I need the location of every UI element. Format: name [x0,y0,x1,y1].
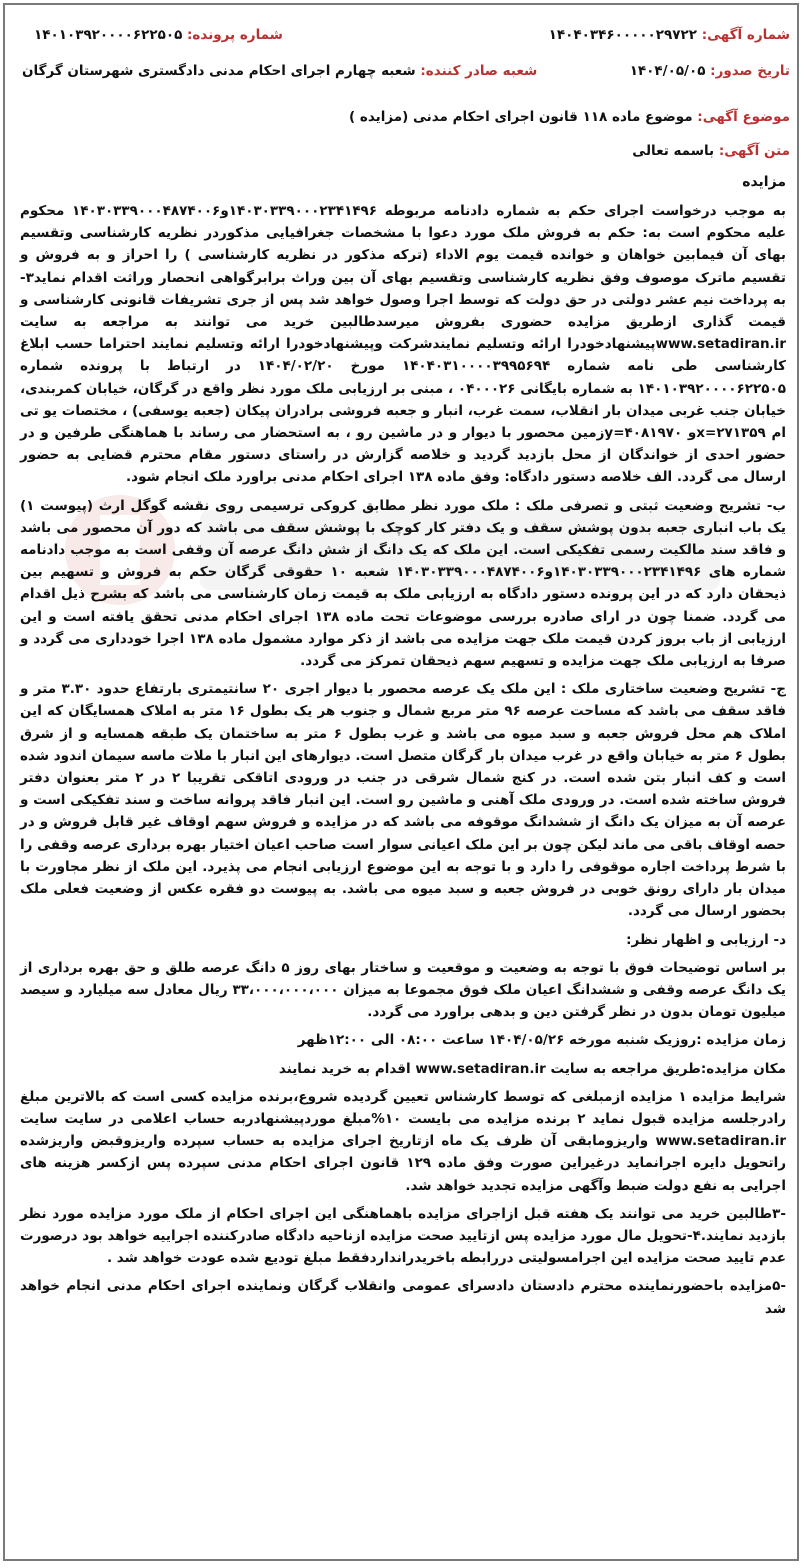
subject-line [16,106,790,128]
notice-title: مزایده [742,174,786,190]
issuer-value: شعبه چهارم اجرای احکام مدنی دادگستری شهرستان گرگان [22,63,416,79]
issuer-label: شعبه صادر کننده: [420,63,538,79]
paragraph-valuation: بر اساس توضیحات فوق با توجه به وضعیت و موقعیت و ساختار بهای روز ۵ دانگ عرصه طلق و حق بهره برداری از یک دانگ عرصه وقفی و ششدانگ اعیان ملک فوق مجموعا به میزان ۳۳،۰۰۰،۰۰۰،۰۰۰ ریال معادل سه میلیارد و سیصد میلیون تومان بدون در نظر گرفتن دین و بدهی براورد می گردد. [20,959,786,1021]
notice-content [16,24,790,1326]
auction-time: زمان مزایده :روزیک شنبه مورخه ۱۴۰۴/۰۵/۲۶ ساعت ۰۸:۰۰ الی ۱۲:۰۰ظهر [297,1032,786,1049]
subject-value: موضوع ماده ۱۱۸ قانون اجرای احکام مدنی (مزایده ) [349,109,693,125]
body-intro-line [16,140,790,162]
issue-date-label: تاریخ صدور: [710,63,790,79]
case-number-value: ۱۴۰۱۰۳۹۲۰۰۰۰۶۲۲۵۰۵ [34,27,183,43]
issue-date-value: ۱۴۰۴/۰۵/۰۵ [629,63,706,79]
auction-conditions: شرایط مزایده ۱ مزایده ازمبلغی که توسط کارشناس تعیین گردیده شروع،برنده مزایده کسی است که بالاترین مبلغ رادرجلسه مزایده قبول نماید ۲ برنده مزایده می بایست ۱۰%مبلغ موردپیشنهادربه حساب اعلامی در سایت سایت www.setadiran.ir واریزومابقی آن ظرف یک ماه ازتاریخ اجرای مزایده به حساب سپرده واریزوقبض واریزشده راتحویل دایره اجرانماید درغیراین صورت وفق ماده ۱۲۹ قانون اجرای احکام مدنی سپرده پس ازکسر هزینه های اجرایی به نفع دولت ضبط وآگهی مزایده تجدید خواهد شد. [20,1088,786,1194]
subject-label: موضوع آگهی: [697,109,790,125]
header-row-1 [16,24,790,46]
auction-place: مکان مزایده:طریق مراجعه به سایت www.setadiran.ir اقدام به خرید نمایند [278,1060,786,1077]
case-number [34,24,283,46]
case-number-label: شماره پرونده: [187,27,283,43]
auction-condition-5: -۵مزایده باحضورنماینده محترم دادستان دادسرای عمومی وانقلاب گرگان ونماینده اجرای احکام مدنی انجام خواهد شد [20,1278,786,1317]
paragraph-registry-status: ب- تشریح وضعیت ثبتی و تصرفی ملک : ملک مورد نظر مطابق کروکی ترسیمی روی نقشه گوگل ارث (پیوست ۱) یک باب انباری جعبه بدون پوشش سقف و یک دفتر کار کوچک با پوشش سقف می باشد که دور آن محصور می باشد و فاقد سند مالکیت رسمی تفکیکی است. این ملک که یک دانگ از شش دانگ عرصه آن وقفی است به موجب دادنامه شماره های ۱۴۰۳۰۳۳۹۰۰۰۲۳۴۱۴۹۶و۱۴۰۳۰۳۳۹۰۰۰۴۸۷۴۰۰۶ شعبه ۱۰ حقوقی گرگان حکم به فروش و تسهیم بین ذیحقان دارد که در این پرونده دستور دادگاه به ارزیابی ملک به قیمت زمان کارشناسی می باشد که بشرح ذیل اقدام می گردد. ضمنا چون در ارای صادره بررسی موضوعات تحت ماده ۱۳۸ اجرای احکام مدنی تحقق یافته است و این ارزیابی از باب بروز کردن قیمت ملک جهت مزایده می باشد از ذکر موارد مشمول ماده ۱۳۸ اجرا خودداری می گردد و صرفا به ارزیابی ملک جهت مزایده و تسهیم سهم ذیحقان تمرکز می گردد. [20,497,787,670]
paragraph-valuation-heading: د- ارزیابی و اظهار نظر: [626,931,786,948]
ad-number-label: شماره آگهی: [701,27,790,43]
body-intro-value: باسمه تعالی [632,143,715,159]
ad-number [549,24,790,46]
auction-conditions-3-4: -۳طالبین خرید می توانند یک هفته قبل ازاجرای مزایده باهماهنگی این اجرای احکام از ملک مورد مزایده مورد نظر بازدید نمایند.۴-تحویل مال مورد مزایده پس ازتایید صحت مزایده ازناحیه دادگاه صادرکننده اجراییه خواهد بود درصورت عدم تایید صحت مزایده این اجرامسولیتی دررابطه باخریدرانداردفقط مبلغ تودیع شده عودت خواهد شد . [20,1205,786,1267]
ad-number-value: ۱۴۰۴۰۳۴۶۰۰۰۰۰۲۹۷۲۲ [548,27,697,43]
paragraph-structure-status: ج- تشریح وضعیت ساختاری ملک : این ملک یک عرصه محصور با دیوار اجری ۲۰ سانتیمتری بارتفاع حدود ۳.۳۰ متر و فاقد سقف می باشد که مساحت عرصه ۹۶ متر مربع شمال و جنوب هر یک بطول ۱۶ متر به املاک همسایگان که این املاک هم محل فروش جعبه و سبد میوه می باشد و غرب بطول ۶ متر به ساختمان یک طبقه همسایه و از شرق بطول ۶ متر به خیابان واقع در غرب میدان بار گرگان متصل است. دیوارهای این انبار با ملات ماسه سیمان اندود شده است و کف انبار بتن شده است. در کنج شمال شرقی در جنب در ورودی اتاقکی تقریبا ۲ در ۲ متر بعنوان دفتر فروش ساخته شده است. در ورودی ملک آهنی و ماشین رو است. این انبار فاقد پروانه ساخت و سند تفکیکی است و عرصه آن به میزان یک دانگ از ششدانگ موقوفه می باشد که در مزایده و فروش سهم اوقاف غیر قابل فروش و در حصه اوقاف باقی می ماند لیکن چون بر این ملک اعیانی سوار است صاحب اعیان اختیار بهره برداری عرصه وقفی را با شرط پرداخت اجاره موقوفی را دارد و با توجه به این موضوع ارزیابی انجام می پذیرد. این ملک از نظر مجاورت با میدان بار دارای رونق خوبی در فروش جعبه و سبد میوه می باشد. به پیوست دو فقره عکس از وضعیت فعلی ملک بحضور ارسال می گردد. [20,681,787,920]
header-row-2 [16,60,790,82]
body-intro-label: متن آگهی: [718,143,790,159]
paragraph-main: به موجب درخواست اجرای حکم به شماره دادنامه مربوطه ۱۴۰۳۰۳۳۹۰۰۰۲۳۴۱۴۹۶و۱۴۰۳۰۳۳۹۰۰۰۴۸۷۴۰۰۶ محکوم علیه محکوم است به: حکم به فروش ملک مورد دعوا با مشخصات جغرافیایی مذکوردر نظریه کارشناسی وتقسیم بهای آن فیمابین خواهان و خوانده قیمت یوم الاداء (ترکه مذکور در نظریه کارشناسی ) را احراز و به فروش و تقسیم ماترک موصوف وفق نظریه کارشناسی وتقسیم بهای آن بین وراث برابرگواهی انحصار وراثت اقدام نماید۳- به پرداخت نیم عشر دولتی در حق دولت که توسط اجرا وصول خواهد شد پس از جری تشریفات قانونی کارشناسی و قیمت گذاری ازطریق مزایده حضوری بفروش میرسدطالبین خرید می توانند به مراجعه به سایت www.setadiran.irپیشنهادخودرا ارائه وتسلیم نمایندشرکت وپیشنهادخودرا ارائه وتسلیم نمایند احتراما حسب ابلاغ کارشناسی طی نامه شماره ۱۴۰۴۰۳۱۰۰۰۰۳۹۹۵۶۹۴ مورخ ۱۴۰۴/۰۲/۲۰ در ارتباط با پرونده شماره ۱۴۰۱۰۳۹۲۰۰۰۰۶۲۲۵۰۵ به شماره بایگانی ۰۴۰۰۰۲۶ ، مبنی بر ارزیابی ملک مورد نظر واقع در گرگان، خیابان کمربندی، خیابان جنب غربی میدان بار انقلاب، سمت غرب، انبار و جعبه فروشی برادران پیکان (جعبه یوسفی) ، مختصات یو تی ام x=۲۷۱۳۵۹و y=۴۰۸۱۹۷۰زمین محصور با دیوار و در ماشین رو ، به استحضار می رساند با هماهنگی طرفین و در حضور احدی از خواندگان از محل بازدید گردید و خلاصه گزارش در راستای دستور مقام محترم قضایی به حضور ارسال می گردد. الف خلاصه دستور دادگاه: وفق ماده ۱۳۸ اجرای احکام مدنی براورد ملک انجام شود. [20,203,786,486]
issue-date [630,60,790,82]
issuer [22,60,537,82]
